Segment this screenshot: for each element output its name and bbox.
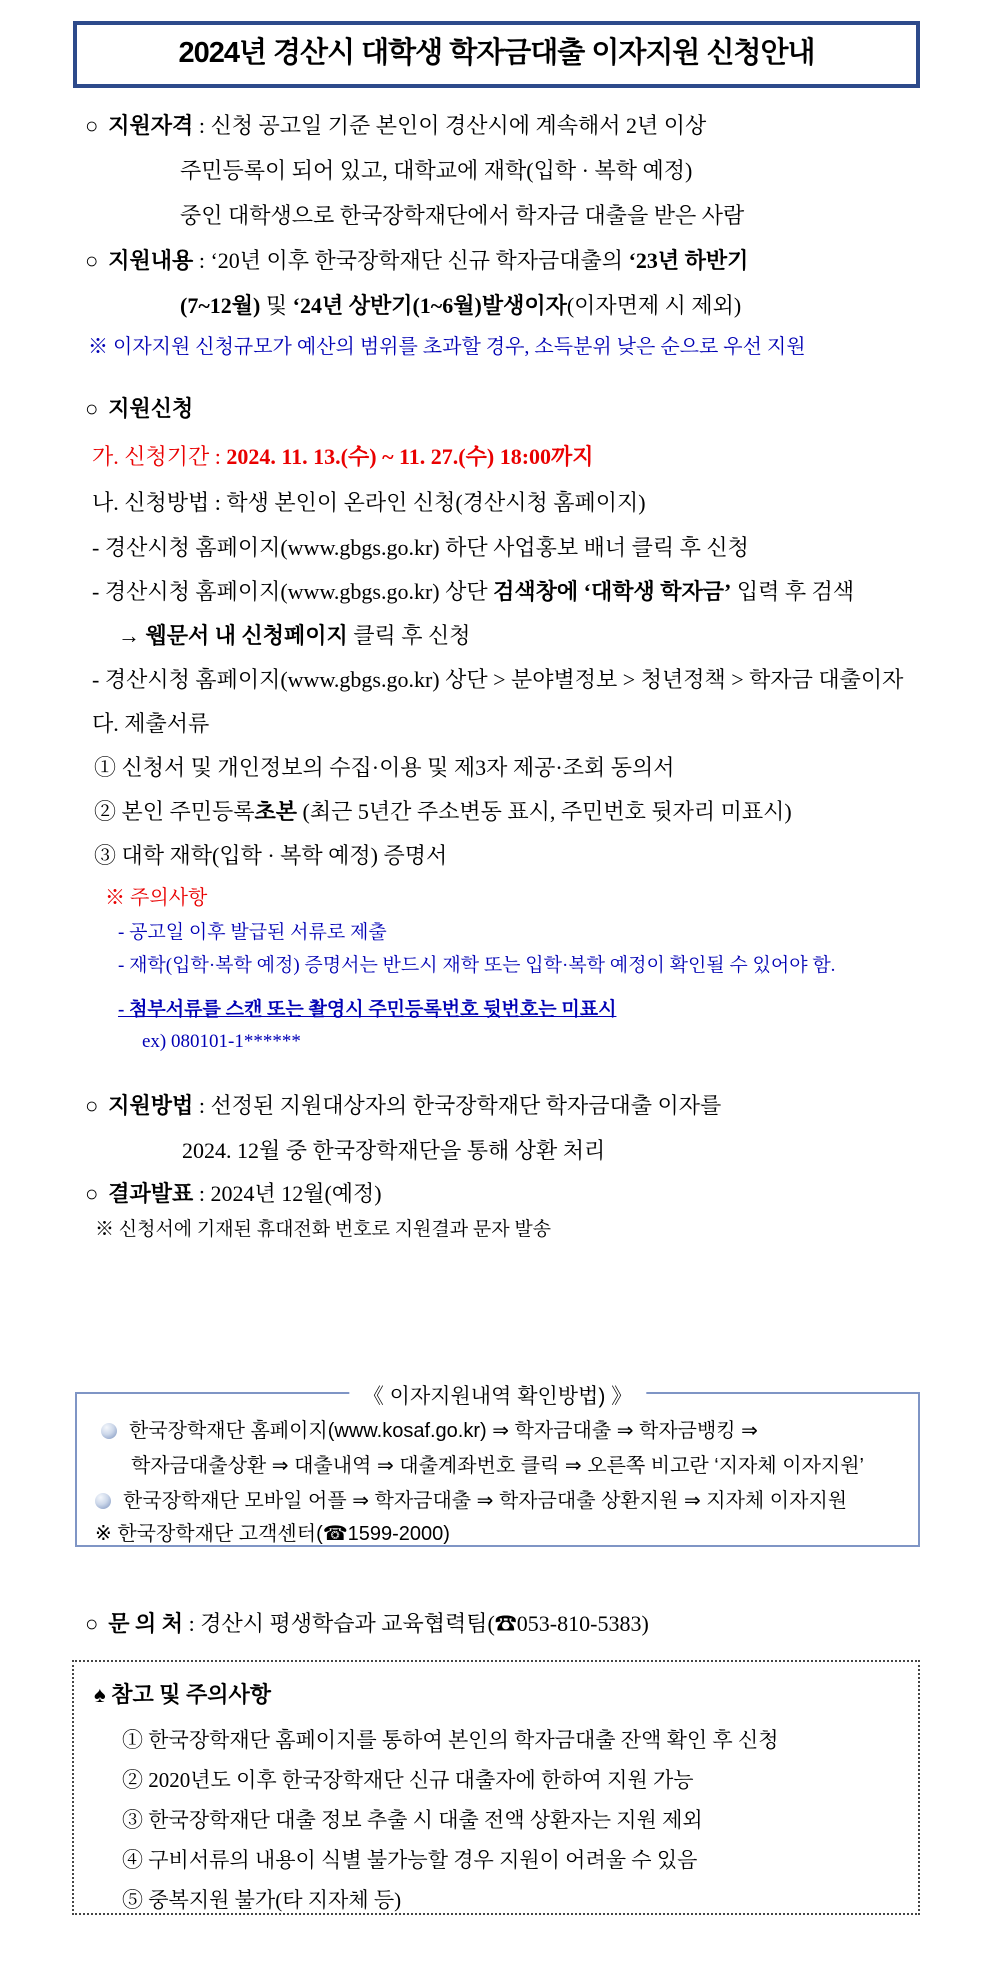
check-method-callcenter-line: ※ 한국장학재단 고객센터(☎1599-2000) xyxy=(95,1523,450,1545)
eligibility-text-2: 주민등록이 되어 있고, 대학교에 재학(입학 · 복학 예정) xyxy=(180,158,693,183)
support-content-line-1 xyxy=(85,247,748,275)
document-item-2: ② 본인 주민등록초본 (최근 5년간 주소변동 표시, 주민번호 뒷자리 미표시) xyxy=(94,799,792,824)
reference-item-5: ⑤ 중복지원 불가(타 지자체 등) xyxy=(122,1888,402,1912)
separator: : xyxy=(183,1611,201,1636)
webpage-bold: 웹문서 내 신청페이지 xyxy=(145,623,348,648)
contact-line xyxy=(85,1610,649,1638)
reference-item-2: ② 2020년도 이후 한국장학재단 신규 대출자에 한하여 지원 가능 xyxy=(122,1768,694,1792)
contact-label: 문 의 처 xyxy=(108,1611,184,1636)
application-step-search: - 경산시청 홈페이지(www.gbgs.go.kr) 상단 검색창에 ‘대학생 학자금’ 입력 후 검색 xyxy=(92,579,855,604)
budget-priority-note: ※ 이자지원 신청규모가 예산의 범위를 초과할 경우, 소득분위 낮은 순으로 우선 지원 xyxy=(88,336,806,358)
support-content-bold-3: ‘24년 상반기(1~6월) xyxy=(292,293,482,318)
application-period-value: 2024. 11. 13.(수) ~ 11. 27.(수) 18:00까지 xyxy=(226,444,594,469)
eligibility-line-2 xyxy=(180,157,692,185)
caution-header: ※ 주의사항 xyxy=(105,887,208,909)
page-title-text: 2024년 경산시 대학생 학자금대출 이자지원 신청안내 xyxy=(178,37,815,69)
separator: : xyxy=(193,1181,211,1206)
application-method-line: 나. 신청방법 : 학생 본인이 온라인 신청(경산시청 홈페이지) xyxy=(92,490,646,515)
caution-item-2: - 재학(입학·복학 예정) 증명서는 반드시 재학 또는 입학·복학 예정이 확인될 수 있어야 함. xyxy=(118,955,836,976)
eligibility-text-3: 중인 대학생으로 한국장학재단에서 학자금 대출을 받은 사람 xyxy=(180,203,745,228)
check-box-title: 《 이자지원내역 확인방법) 》 xyxy=(349,1380,646,1410)
sphere-bullet-icon xyxy=(95,1493,111,1509)
result-sms-note: ※ 신청서에 기재된 휴대전화 번호로 지원결과 문자 발송 xyxy=(95,1219,552,1240)
eligibility-label: 지원자격 xyxy=(108,113,194,138)
result-label: 결과발표 xyxy=(108,1181,194,1206)
reference-item-1: ① 한국장학재단 홈페이지를 통하여 본인의 학자금대출 잔액 확인 후 신청 xyxy=(122,1728,779,1752)
support-method-label: 지원방법 xyxy=(108,1093,194,1118)
circle-bullet-icon: ○ xyxy=(85,1093,99,1118)
circle-bullet-icon: ○ xyxy=(85,396,99,421)
chobon-bold: 초본 xyxy=(254,799,298,824)
circle-bullet-icon: ○ xyxy=(85,1611,99,1636)
application-step-webpage: → 웹문서 내 신청페이지 클릭 후 신청 xyxy=(118,623,471,648)
separator: : xyxy=(193,113,211,138)
support-content-text-1: ‘20년 이후 한국장학재단 신규 학자금대출의 xyxy=(210,248,629,273)
support-content-label: 지원내용 xyxy=(108,248,194,273)
circle-bullet-icon: ○ xyxy=(85,113,99,138)
reference-item-3: ③ 한국장학재단 대출 정보 추출 시 대출 전액 상환자는 지원 제외 xyxy=(122,1808,703,1832)
caution-item-3: - 첨부서류를 스캔 또는 촬영시 주민등록번호 뒷번호는 미표시 xyxy=(118,999,617,1020)
caution-item-1: - 공고일 이후 발급된 서류로 제출 xyxy=(118,922,387,943)
support-method-line-2: 2024. 12월 중 한국장학재단을 통해 상환 처리 xyxy=(182,1138,606,1163)
sphere-bullet-icon xyxy=(101,1423,117,1439)
eligibility-text-1: 신청 공고일 기준 본인이 경산시에 계속해서 2년 이상 xyxy=(210,113,707,138)
caution-example: ex) 080101-1****** xyxy=(142,1031,301,1052)
separator: : xyxy=(193,248,211,273)
separator: : xyxy=(193,1093,211,1118)
arrow-icon: → xyxy=(118,623,146,648)
document-item-1: ① 신청서 및 개인정보의 수집·이용 및 제3자 제공·조회 동의서 xyxy=(94,755,675,780)
application-step-banner: - 경산시청 홈페이지(www.gbgs.go.kr) 하단 사업홍보 배너 클릭 후 신청 xyxy=(92,535,749,560)
support-content-text-3: (이자면제 시 제외) xyxy=(566,293,742,318)
eligibility-line-3 xyxy=(180,202,744,230)
check-method-mobile-line: 한국장학재단 모바일 어플 ⇒ 학자금대출 ⇒ 학자금대출 상환지원 ⇒ 지자체 이자지원 xyxy=(95,1484,847,1513)
eligibility-line-1 xyxy=(85,112,706,140)
application-step-menu: - 경산시청 홈페이지(www.gbgs.go.kr) 상단 > 분야별정보 > 청년정책 > 학자금 대출이자 xyxy=(92,667,904,692)
reference-notes-box xyxy=(72,1660,920,1915)
contact-value: 경산시 평생학습과 교육협력팀(☎053-810-5383) xyxy=(200,1611,649,1636)
reference-item-4: ④ 구비서류의 내용이 식별 불가능할 경우 지원이 어려울 수 있음 xyxy=(122,1848,698,1872)
support-method-line-1: ○ 지원방법 : 선정된 지원대상자의 한국장학재단 학자금대출 이자를 xyxy=(85,1093,722,1118)
circle-bullet-icon: ○ xyxy=(85,1181,99,1206)
result-announcement-line: ○ 결과발표 : 2024년 12월(예정) xyxy=(85,1181,382,1206)
application-section-header xyxy=(85,395,193,423)
interest-check-method-box xyxy=(75,1385,920,1547)
check-method-web-line-1: 한국장학재단 홈페이지(www.kosaf.go.kr) ⇒ 학자금대출 ⇒ 학자금뱅킹 ⇒ xyxy=(101,1414,758,1443)
support-content-bold-1: ‘23년 하반기 xyxy=(628,248,749,273)
circle-bullet-icon: ○ xyxy=(85,248,99,273)
documents-header: 다. 제출서류 xyxy=(92,711,210,736)
application-period-label: 가. 신청기간 : xyxy=(92,444,227,469)
application-period-line xyxy=(92,443,594,471)
support-content-bold-4: 발생이자 xyxy=(481,293,567,318)
document-item-3: ③ 대학 재학(입학 · 복학 예정) 증명서 xyxy=(94,843,448,868)
support-content-line-2 xyxy=(180,292,741,320)
search-keyword-bold: 검색창에 ‘대학생 학자금’ xyxy=(493,579,732,604)
application-label: 지원신청 xyxy=(108,396,194,421)
support-content-bold-2: (7~12월) xyxy=(180,293,261,318)
check-method-web-line-2: 학자금대출상환 ⇒ 대출내역 ⇒ 대출계좌번호 클릭 ⇒ 오른쪽 비고란 ‘지자체 이자지원’ xyxy=(131,1455,864,1477)
page-title xyxy=(73,21,920,88)
reference-box-title: ♠ 참고 및 주의사항 xyxy=(94,1682,271,1707)
support-content-text-2: 및 xyxy=(260,293,293,318)
